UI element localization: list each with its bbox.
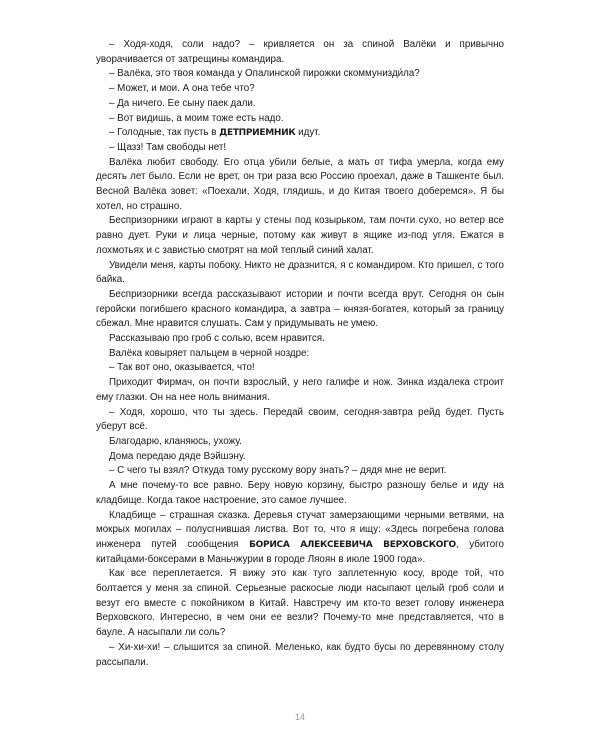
paragraph: – Хи-хи-хи! – слышится за спиной. Меленько, как будто бусы по деревянному столу рассыпали. <box>96 641 504 668</box>
paragraph: Беспризорники играют в карты у стены под козырьком, там почти сухо, но ветер все равно дует. Руки и лица черные, потому как живут в ящике из-под угля. Ежатся в лохмотьях и с завистью смотрят на мой теплый синий халат. <box>96 215 504 256</box>
paragraph: Увидели меня, карты побоку. Никто не дразнится, я с командиром. Кто пришел, с того байка. <box>96 259 504 286</box>
paragraph: – Так вот оно, оказывается, что! <box>109 362 255 374</box>
emphasized-word: ДЕТПРИЕМНИК <box>219 128 296 139</box>
paragraph: – Ходя-ходя, соли надо? – кривляется он за спиной Валёки и привычно уворачивается от затрещины командира. <box>96 39 504 65</box>
paragraph: А мне почему-то все равно. Беру новую корзину, быстро разношу белье и иду на кладбище. Когда такое настроение, это самое лучшее. <box>96 480 504 506</box>
paragraph-text: Кладбище – страшная сказка. Деревья стучат замерзающими черными ветвями, на мокрых могилах – полусгнившая листва. Вот то, что я ищу: «Здесь погребена голова инженера путей сообщения <box>96 509 504 550</box>
paragraph: Рассказываю про гроб с солью, всем нравится. <box>109 333 325 345</box>
paragraph: Как все переплетается. Я вижу это как туго заплетенную косу, вроде той, что болтается у меня за спиной. Серьезные раскосые люди насыпают целый гроб соли и везут его вместе с покойником в Китай. Навстречу им кто-то везет голову инженера Верховского. Интересно, в чем они ее везли? Почему-то мне представляется, что в бауле. А насыпали ли соль? <box>96 568 504 639</box>
paragraph: Приходит Фирмач, он почти взрослый, у него галифе и нож. Зинка издалека строит ему глазки. Он на нее ноль внимания. <box>96 377 504 403</box>
body-text <box>96 38 504 670</box>
paragraph: – Щазз! Там свободы нет! <box>109 141 227 153</box>
paragraph: – Может, и мои. А она тебе что? <box>109 83 255 95</box>
paragraph: Валёка ковыряет пальцем в черной ноздре: <box>109 347 310 359</box>
paragraph: – Ходя, хорошо, что ты здесь. Передай своим, сегодня-завтра рейд будет. Пусть уберут всё. <box>96 406 504 433</box>
page-number: 14 <box>294 712 305 722</box>
emphasized-name: БОРИСА АЛЕКСЕЕВИЧА ВЕРХОВСКОГО <box>249 539 456 550</box>
paragraph-text: – Голодные, так пусть в <box>109 127 220 139</box>
paragraph <box>96 126 504 141</box>
paragraph: Дома передаю дяде Вэйшэну. <box>109 450 246 462</box>
paragraph: – Вот видишь, а моим тоже есть надо. <box>109 112 284 124</box>
paragraph-text: , убитого китайцами-боксерами в Маньчжурии в городе Ляоян в июле 1900 года». <box>96 538 504 565</box>
paragraph: – С чего ты взял? Откуда тому русскому вору знать? – дядя мне не верит. <box>109 465 447 477</box>
paragraph: Беспризорники всегда рассказывают истории и почти всегда врут. Сегодня он сын геройски погибшего красного командира, а завтра – князя-богатея, который за границу сбежал. Мне нравится слушать. Сам у придумывать не умею. <box>96 288 504 330</box>
paragraph: – Да ничего. Ее сыну паек дали. <box>109 97 256 109</box>
paragraph-text: идут. <box>295 127 321 139</box>
paragraph <box>96 509 504 568</box>
paragraph: Валёка любит свободу. Его отца убили белые, а мать от тифа умерла, когда ему десять лет было. Если не врет, он три раза всю Россию проехал, даже в Ташкенте был. Весной Валёка зовет: «Поехали, Ходя, глядишь, и до Китая твоего доберемся». Я бы хотел, но страшно. <box>96 156 504 212</box>
paragraph: Благодарю, кланяюсь, ухожу. <box>109 435 242 447</box>
paragraph: – Валёка, это твоя команда у Опалинской пирожки скоммунизди́ла? <box>109 68 420 80</box>
